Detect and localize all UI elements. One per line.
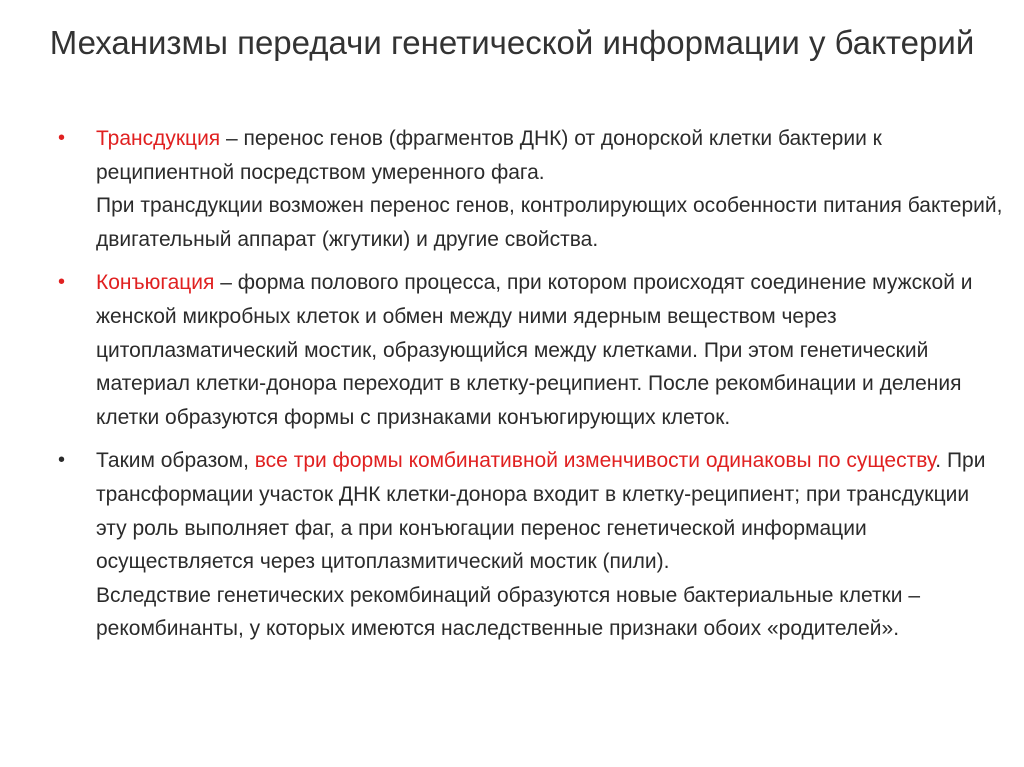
bullet-marker: • bbox=[58, 449, 66, 472]
definition-conjugation: – форма полового процесса, при котором происходят соединение мужской и женской микробных клеток и обмен между ними ядерным веществом через цитоплазматический мостик, образующийся между клетками. При этом генетический материал клетки-донора переходит в клетку-реципиент. После рекомбинации и деления клетки образуются формы с признаками конъюгирующих клеток. bbox=[96, 271, 973, 429]
bullet-marker: • bbox=[58, 127, 66, 149]
term-conjugation: Конъюгация bbox=[96, 271, 215, 295]
conclusion-extra: Вследствие генетических рекомбинаций образуются новые бактериальные клетки – рекомбинанты, у которых имеются наследственные признаки обоих «родителей». bbox=[96, 583, 920, 641]
bullet-transduction bbox=[54, 122, 1004, 256]
slide-title: Механизмы передачи генетической информации у бактерий bbox=[49, 24, 975, 61]
bullet-text bbox=[96, 127, 882, 184]
bullet-text bbox=[96, 449, 985, 573]
transduction-extra: При трансдукции возможен перенос генов, контролирующих особенности питания бактерий, двигательный аппарат (жгутики) и другие свойства. bbox=[96, 194, 1003, 251]
conclusion-body: . При трансформации участок ДНК клетки-донора входит в клетку-реципиент; при трансдукции эту роль выполняет фаг, а при конъюгации перенос генетической информации осуществляется через цитоплазмитический мостик (пили). bbox=[96, 449, 986, 574]
bullet-conclusion bbox=[54, 444, 1004, 646]
bullet-text bbox=[96, 271, 973, 428]
bullet-conjugation bbox=[54, 266, 1004, 434]
slide-content bbox=[54, 122, 1004, 656]
conclusion-highlight: все три формы комбинативной изменчивости одинаковы по существу bbox=[254, 449, 936, 473]
conclusion-prefix: Таким образом, bbox=[96, 449, 255, 473]
definition-transduction: – перенос генов (фрагментов ДНК) от донорской клетки бактерии к реципиентной посредством умеренного фага. bbox=[96, 127, 882, 184]
bullet-marker: • bbox=[58, 271, 66, 294]
term-transduction: Трансдукция bbox=[96, 127, 221, 150]
